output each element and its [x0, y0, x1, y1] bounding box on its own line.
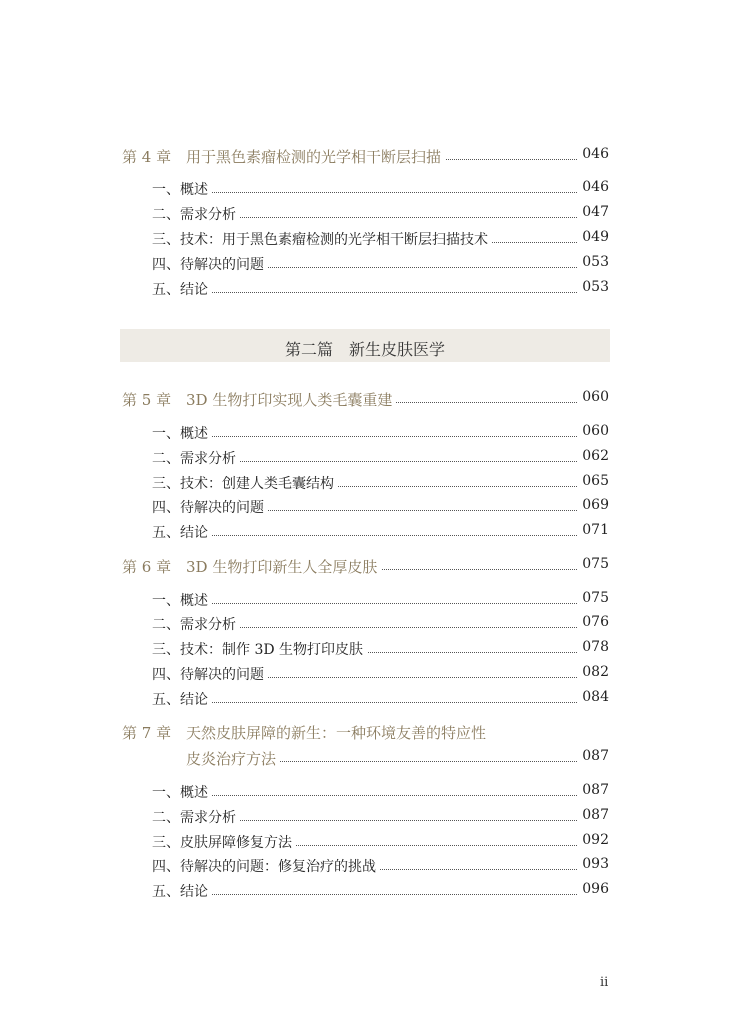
section-title: 四、待解决的问题	[152, 497, 268, 517]
chapter-entry-continued[interactable]	[0, 748, 730, 770]
page-number: ii	[600, 975, 609, 990]
page-ref: 087	[578, 782, 609, 798]
chapter-title: 天然皮肤屏障的新生：一种环境友善的特应性	[186, 722, 490, 743]
page-ref: 053	[578, 279, 609, 295]
chapter-number: 第 7 章	[122, 724, 172, 742]
part-banner	[120, 329, 610, 362]
section-entry[interactable]	[0, 807, 730, 829]
section-entry[interactable]	[0, 423, 730, 445]
page-ref: 096	[578, 881, 609, 897]
section-title: 四、待解决的问题	[152, 664, 268, 684]
page-ref: 092	[578, 832, 609, 848]
chapter-entry[interactable]	[0, 556, 730, 578]
chapter-entry[interactable]	[0, 389, 730, 411]
section-title: 二、需求分析	[152, 614, 240, 634]
page-ref: 046	[578, 146, 609, 162]
section-title: 三、皮肤屏障修复方法	[152, 832, 296, 852]
chapter-title: 3D 生物打印新生人全厚皮肤	[186, 556, 381, 577]
page-ref: 078	[578, 639, 609, 655]
section-title: 一、概述	[152, 423, 212, 443]
page-ref: 071	[578, 522, 609, 538]
page-ref: 075	[578, 590, 609, 606]
section-title: 三、技术：用于黑色素瘤检测的光学相干断层扫描技术	[152, 229, 492, 249]
chapter-title: 3D 生物打印实现人类毛囊重建	[186, 389, 396, 410]
section-entry[interactable]	[0, 590, 730, 612]
page-ref: 046	[578, 179, 609, 195]
chapter-entry[interactable]	[0, 722, 730, 744]
section-title: 二、需求分析	[152, 204, 240, 224]
page-ref: 087	[578, 748, 609, 764]
section-title: 二、需求分析	[152, 448, 240, 468]
chapter-title-line2: 皮炎治疗方法	[186, 748, 280, 769]
page-ref: 069	[578, 497, 609, 513]
section-entry[interactable]	[0, 639, 730, 661]
section-title: 五、结论	[152, 689, 212, 709]
section-entry[interactable]	[0, 497, 730, 519]
section-entry[interactable]	[0, 832, 730, 854]
section-entry[interactable]	[0, 179, 730, 201]
page-ref: 084	[578, 689, 609, 705]
chapter-number: 第 4 章	[122, 148, 172, 166]
section-entry[interactable]	[0, 254, 730, 276]
section-entry[interactable]	[0, 473, 730, 495]
section-title: 五、结论	[152, 881, 212, 901]
section-entry[interactable]	[0, 664, 730, 686]
section-entry[interactable]	[0, 204, 730, 226]
page-ref: 082	[578, 664, 609, 680]
section-title: 一、概述	[152, 782, 212, 802]
section-title: 五、结论	[152, 279, 212, 299]
section-title: 一、概述	[152, 590, 212, 610]
section-entry[interactable]	[0, 689, 730, 711]
page-ref: 076	[578, 614, 609, 630]
chapter-number: 第 6 章	[122, 558, 172, 576]
section-entry[interactable]	[0, 448, 730, 470]
section-title: 一、概述	[152, 179, 212, 199]
page-ref: 093	[578, 856, 609, 872]
section-title: 二、需求分析	[152, 807, 240, 827]
section-entry[interactable]	[0, 856, 730, 878]
section-title: 三、技术：创建人类毛囊结构	[152, 473, 338, 493]
chapter-title: 用于黑色素瘤检测的光学相干断层扫描	[186, 146, 445, 167]
section-entry[interactable]	[0, 881, 730, 903]
section-entry[interactable]	[0, 229, 730, 251]
page-ref: 062	[578, 448, 609, 464]
section-title: 五、结论	[152, 522, 212, 542]
section-entry[interactable]	[0, 279, 730, 301]
chapter-number: 第 5 章	[122, 391, 172, 409]
section-entry[interactable]	[0, 614, 730, 636]
page-ref: 065	[578, 473, 609, 489]
page-ref: 075	[578, 556, 609, 572]
page-ref: 060	[578, 389, 609, 405]
chapter-entry[interactable]	[0, 146, 730, 168]
section-title: 四、待解决的问题	[152, 254, 268, 274]
section-entry[interactable]	[0, 522, 730, 544]
part-title: 第二篇 新生皮肤医学	[284, 340, 445, 359]
page-ref: 049	[578, 229, 609, 245]
page-ref: 047	[578, 204, 609, 220]
section-title: 三、技术：制作 3D 生物打印皮肤	[152, 639, 367, 659]
page-ref: 060	[578, 423, 609, 439]
page-ref: 053	[578, 254, 609, 270]
section-title: 四、待解决的问题：修复治疗的挑战	[152, 856, 380, 876]
section-entry[interactable]	[0, 782, 730, 804]
page-ref: 087	[578, 807, 609, 823]
